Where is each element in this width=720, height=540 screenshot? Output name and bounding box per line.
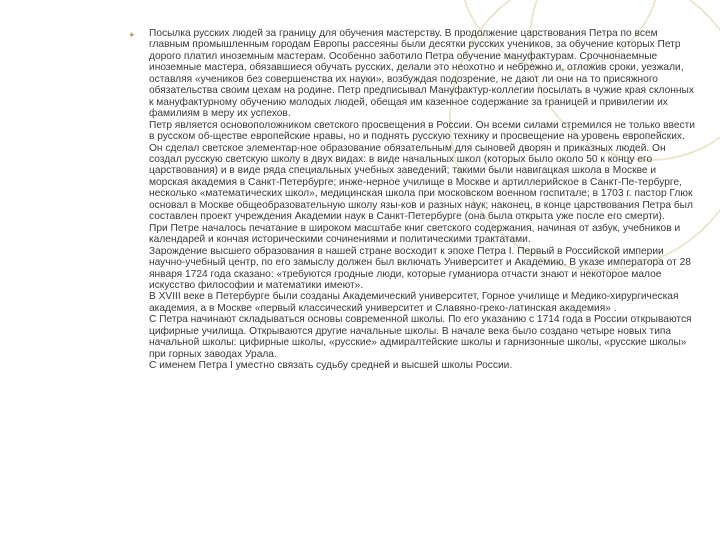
paragraph-4: Зарождение высшего образования в нашей стране восходит к эпохе Петра I. Первый в Российской империи научно-учебный центр, по его замыслу должен был включать Университет и Академию. В указе императора от 28 января 1724 года сказано: «требуются гродные люди, которые гуманиора отчасти знают и некоторое малое искусство философии и математики имеют». xyxy=(149,245,691,291)
paragraph-7: С именем Петра I уместно связать судьбу средней и высшей школы России. xyxy=(149,360,513,372)
paragraph-5: В XVIII веке в Петербурге были созданы Академический университет, Горное училище и Медико-хирургическая академия, а в Москве «первый классический университет и Славяно-греко-латинская академия» . xyxy=(149,291,679,314)
paragraph-2: Петр является основоположником светского просвещения в России. Он всеми силами стремился не только ввести в русском об-ществе европейские нравы, но и поднять русскую технику и просвещение на уровень европейских. Он сделал светское элементар-ное образование обязательным для сыновей дворян и приказных людей. Он создал русскую светскую школу в двух видах: в виде начальных школ (которых было около 50 к концу его царствования) и в виде ряда специальных учебных заведений; такими были навигацкая школа в Москве и морская академия в Санкт-Петербурге; инже-нерное училище в Москве и артиллерийское в Санкт-Пе-тербурге, несколько «математических школ», медицинская школа при московском военном госпитале; в 1703 г. пастор Глюк основал в Москве общеобразовательную школу язы-ков и разных наук; наконец, в конце царствования Петра был составлен проект учреждения Академии наук в Санкт-Петербурге (она была открыта уже после его смерти). xyxy=(149,119,695,223)
bullet-icon: ✦ xyxy=(128,30,136,40)
paragraph-1: Посылка русских людей за границу для обучения мастерству. В продолжение царствования Петра по всем главным промышленным городам Европы рассеяны были десятки русских учеников, за обучение которых Петр дорого платил иноземным мастерам. Особенно заботило Петра обучение мануфактурам. Срочнонаемные иноземные мастера, обязавшиеся обучать русских, делали это неохотно и небрежно и, отложив сроки, уезжали, оставляя «учеников без совершенства их науки», возбуждая подозрение, не дают ли они на то присяжного обязательства своим цехам на родине. Петр предписывал Мануфактур-коллегии посылать в чужие края склонных к мануфактурному обучению молодых людей, обещая им казенное содержание за границей и привилегии их фамилиям в меру их успехов. xyxy=(149,28,694,120)
body-text xyxy=(149,28,697,372)
paragraph-6: С Петра начинают складываться основы современной школы. По его указанию с 1714 года в России открываются цифирные училища. Открываются другие начальные школы. В начале века было создано четыре новых типа начальной школы: цифирные школы, «русские» адмиралтейские школы и гарнизонные школы, «русские школы» при горных заводах Урала. xyxy=(149,314,692,360)
paragraph-3: При Петре началось печатание в широком масштабе книг светского содержания, начиная от азбук, учебников и календарей и кончая историческими сочинениями и политическими трактатами. xyxy=(149,222,681,246)
